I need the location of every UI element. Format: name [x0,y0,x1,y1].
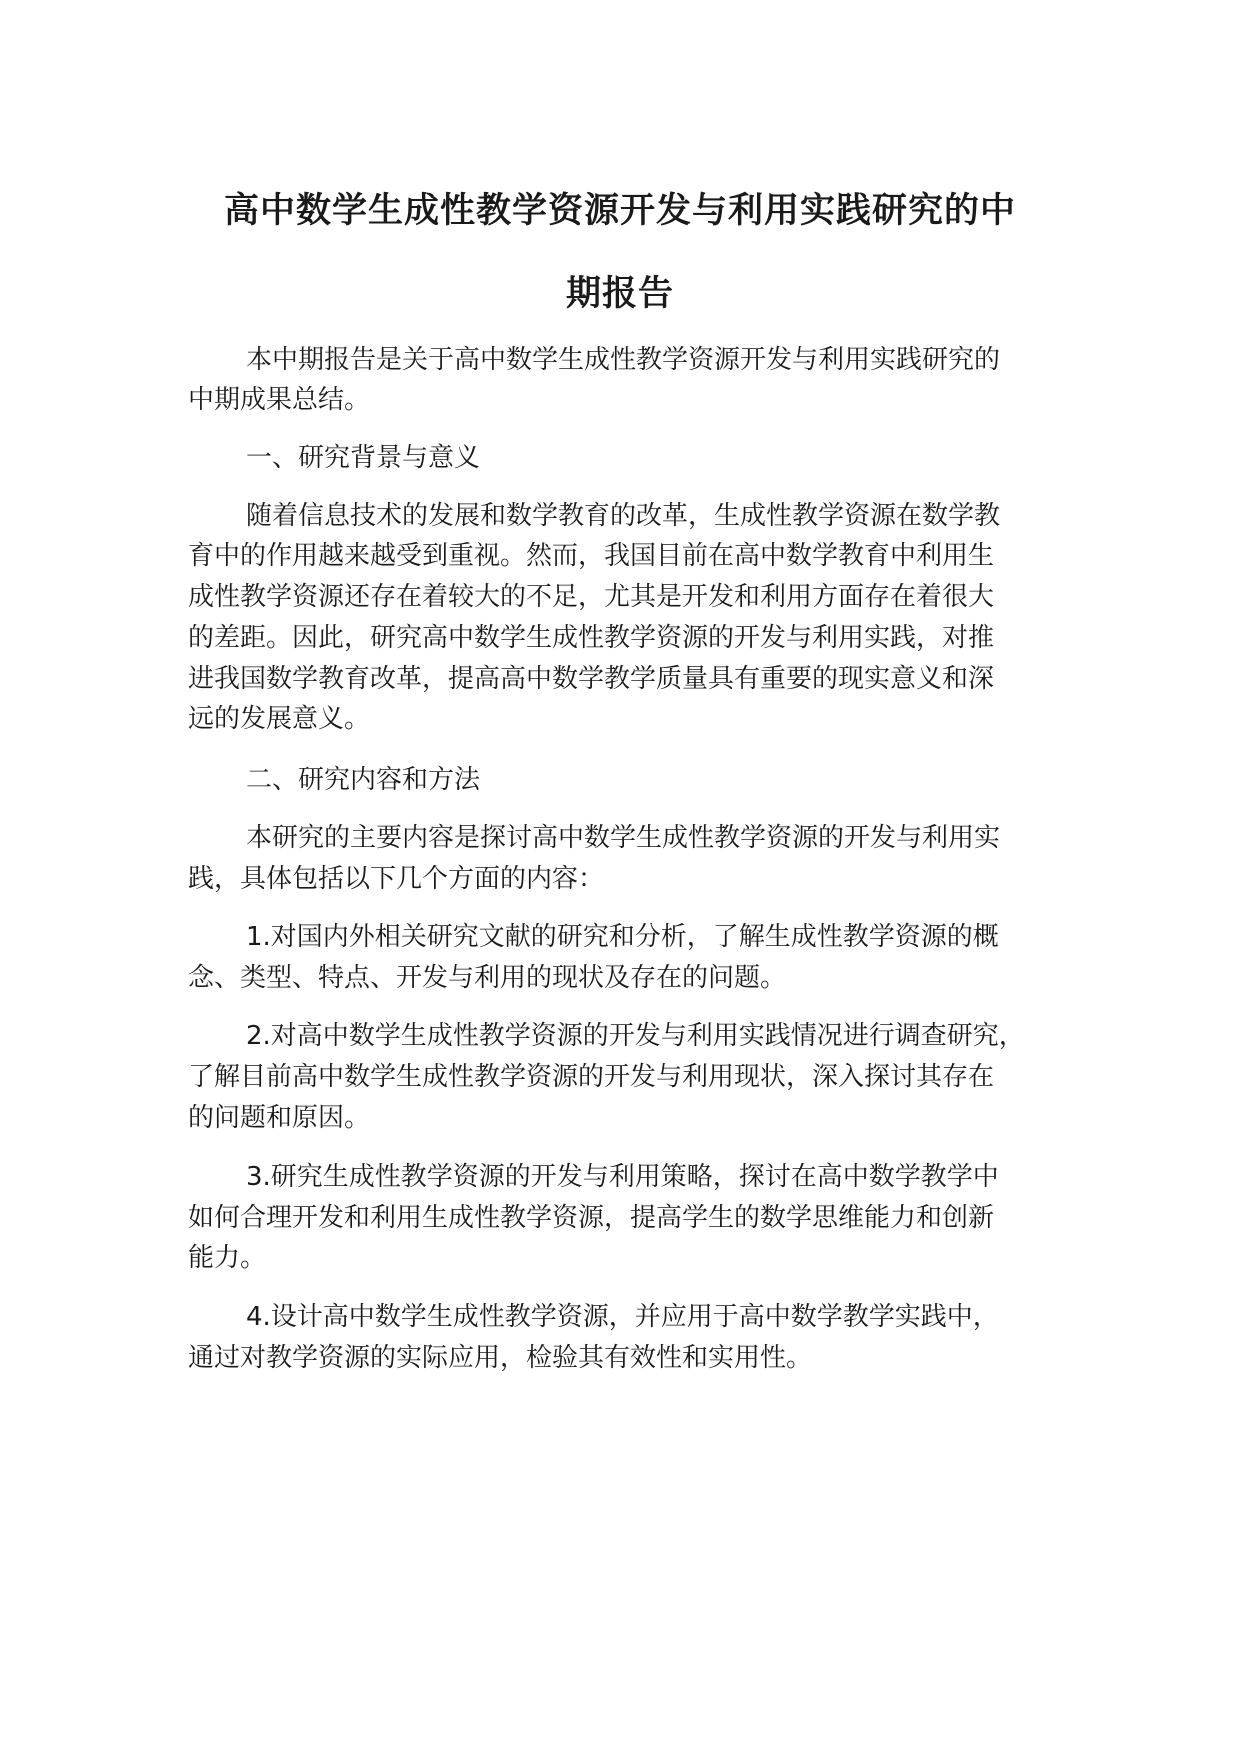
intro-paragraph-line: 本中期报告是关于高中数学生成性教学资源开发与利用实践研究的 [246,345,1001,375]
section-1-paragraph-line: 的差距。因此，研究高中数学生成性教学资源的开发与利用实践，对推 [188,623,995,653]
list-item-2-line: 2.对高中数学生成性教学资源的开发与利用实践情况进行调查研究， [246,1021,1025,1051]
section-2-intro-line: 本研究的主要内容是探讨高中数学生成性教学资源的开发与利用实 [246,823,1001,853]
list-item-3-line: 能力。 [188,1243,267,1273]
section-1-paragraph-line: 随着信息技术的发展和数学教育的改革，生成性教学资源在数学教 [246,501,1001,531]
list-item-2-line: 的问题和原因。 [188,1103,371,1133]
list-item-3-line: 3.研究生成性教学资源的开发与利用策略，探讨在高中数学教学中 [246,1162,999,1192]
list-item-4-line: 4.设计高中数学生成性教学资源，并应用于高中数学教学实践中， [246,1302,999,1332]
section-2-heading: 二、研究内容和方法 [246,765,481,795]
document-title-line-1: 高中数学生成性教学资源开发与利用实践研究的中 [223,191,1016,231]
intro-paragraph-line: 中期成果总结。 [188,385,371,415]
section-1-paragraph-line: 进我国数学教育改革，提高高中数学教学质量具有重要的现实意义和深 [188,664,995,694]
document-title-line-2: 期报告 [565,274,674,314]
list-item-1-line: 1.对国内外相关研究文献的研究和分析，了解生成性教学资源的概 [246,922,999,952]
section-2-intro-line: 践，具体包括以下几个方面的内容： [188,864,605,894]
section-1-paragraph-line: 远的发展意义。 [188,704,371,734]
section-1-paragraph-line: 成性教学资源还存在着较大的不足，尤其是开发和利用方面存在着很大 [188,582,995,612]
list-item-4-line: 通过对教学资源的实际应用，检验其有效性和实用性。 [188,1343,813,1373]
list-item-1-line: 念、类型、特点、开发与利用的现状及存在的问题。 [188,963,787,993]
list-item-3-line: 如何合理开发和利用生成性教学资源，提高学生的数学思维能力和创新 [188,1203,995,1233]
list-item-2-line: 了解目前高中数学生成性教学资源的开发与利用现状，深入探讨其存在 [188,1062,995,1092]
section-1-paragraph-line: 育中的作用越来越受到重视。然而，我国目前在高中数学教育中利用生 [188,541,995,571]
section-1-heading: 一、研究背景与意义 [246,443,481,473]
